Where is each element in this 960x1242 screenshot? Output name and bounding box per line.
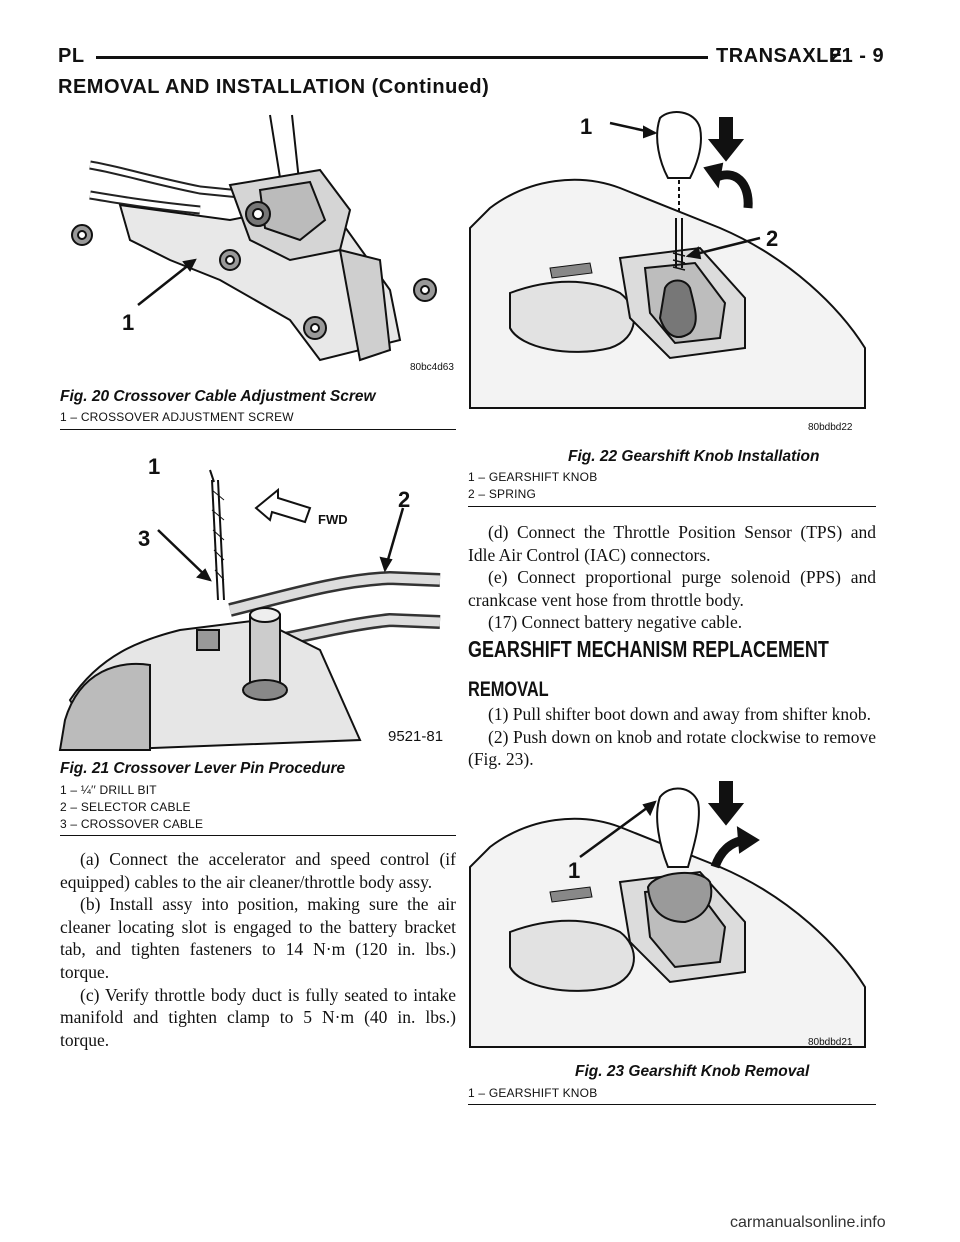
fig20-caption: Fig. 20 Crossover Cable Adjustment Screw [60,388,376,405]
fig23-illustration [470,772,870,1052]
fig22-legend [468,469,597,503]
fig21-legend [60,782,203,833]
fig22-caption: Fig. 22 Gearshift Knob Installation [568,448,820,465]
fig22-code: 80bdbd22 [808,422,853,433]
fig23-callout-1: 1 [568,858,581,883]
right-column-text [468,521,876,634]
fig21-legend-item: 3 – CROSSOVER CABLE [60,817,204,831]
fig21-legend-item: 1 – ¼′′ DRILL BIT [60,783,157,797]
fig20-callout-1: 1 [122,310,135,335]
section-title: REMOVAL AND INSTALLATION (Continued) [58,76,490,98]
section-subheading: REMOVAL [468,678,549,701]
fig21-fwd-label: FWD [318,512,348,527]
paragraph: (c) Verify throttle body duct is fully seated to intake manifold and tighten clamp to 5 N·m (40 in. lbs.) torque. [60,984,456,1050]
paragraph: (e) Connect proportional purge solenoid (PPS) and crankcase vent hose from throttle body. [468,567,876,610]
removal-steps [468,703,876,771]
fig22-legend-item: 2 – SPRING [468,487,537,501]
fig20-code: 80bc4d63 [410,362,454,373]
fig23-caption: Fig. 23 Gearshift Knob Removal [575,1063,810,1080]
paragraph: (d) Connect the Throttle Position Sensor (TPS) and Idle Air Control (IAC) connectors. [468,522,876,565]
fig21-callout-3: 3 [138,526,151,551]
paragraph: (b) Install assy into position, making sure the air cleaner locating slot is engaged to the battery bracket tab, and tighten fasteners to 14 N·m (120 in. lbs.) torque. [60,894,456,982]
fig21-callout-2: 2 [398,487,411,512]
header-title: TRANSAXLE [716,45,843,67]
fig20-legend-item: 1 – CROSSOVER ADJUSTMENT SCREW [60,410,294,424]
fig20-divider [60,429,456,430]
paragraph: (1) Pull shifter boot down and away from shifter knob. [488,704,871,724]
fig23-legend-item: 1 – GEARSHIFT KNOB [468,1086,598,1100]
fig20-illustration [60,110,460,375]
page-number: 21 - 9 [830,45,885,67]
fig21-callout-1: 1 [148,454,161,479]
left-column-text [60,848,456,1051]
fig22-illustration [470,108,870,418]
header-left-label: PL [58,45,85,67]
fig22-divider [468,506,876,507]
paragraph: (a) Connect the accelerator and speed control (if equipped) cables to the air cleaner/throttle body assy. [60,849,456,892]
watermark[interactable]: carmanualsonline.info [730,1214,886,1231]
fig21-legend-item: 2 – SELECTOR CABLE [60,800,191,814]
header-rule [96,56,708,59]
paragraph: (17) Connect battery negative cable. [488,612,743,633]
paragraph: (2) Push down on knob and rotate clockwise to remove (Fig. 23). [468,726,876,770]
fig21-divider [60,835,456,836]
fig23-code: 80bdbd21 [808,1037,853,1048]
fig21-caption: Fig. 21 Crossover Lever Pin Procedure [60,760,346,777]
fig22-callout-1: 1 [580,114,593,139]
section-heading: GEARSHIFT MECHANISM REPLACEMENT [468,636,829,662]
fig23-divider [468,1104,876,1105]
fig22-callout-2: 2 [766,226,779,251]
fig21-code: 9521-81 [388,728,444,745]
fig22-legend-item: 1 – GEARSHIFT KNOB [468,470,598,484]
